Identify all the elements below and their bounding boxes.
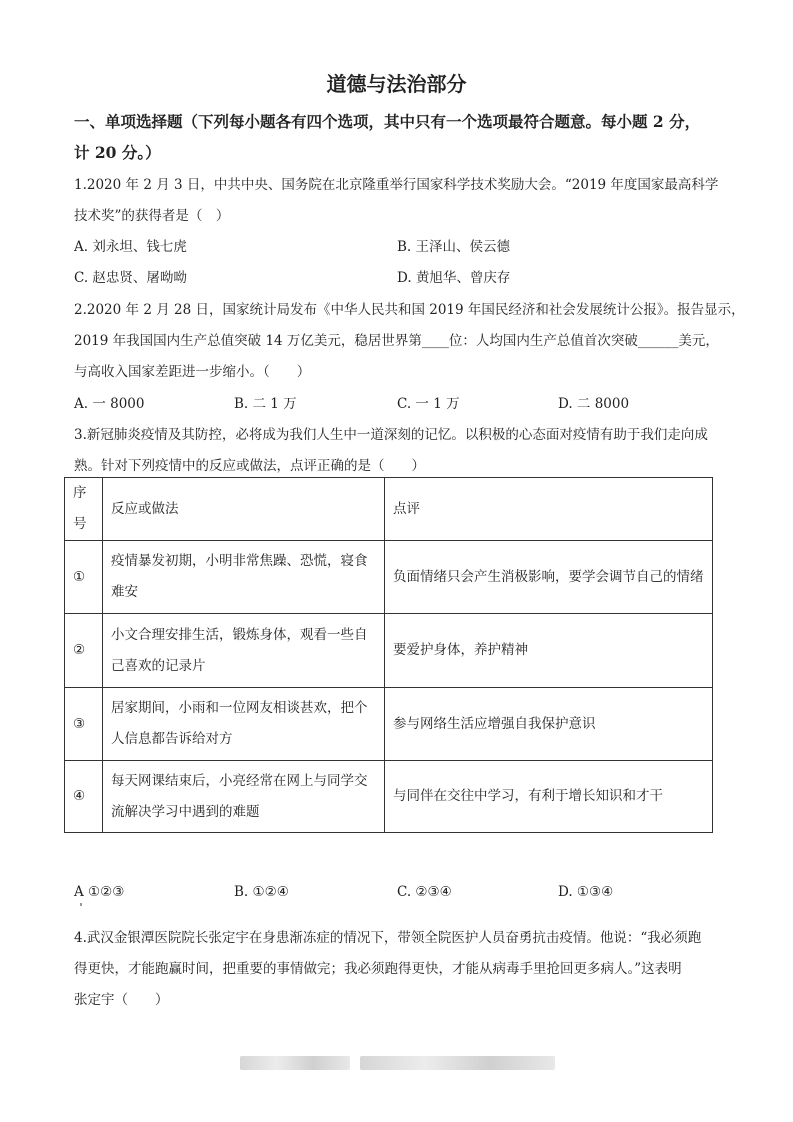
page-title: 道德与法治部分 [326, 72, 467, 96]
table-cell: 每天网课结束后，小亮经常在网上与同学交流解决学习中遇到的难题 [103, 761, 385, 833]
table-cell: 疫情暴发初期，小明非常焦躁、恐慌，寝食难安 [103, 541, 385, 614]
section-heading-line2: 计 20 分。） [74, 143, 161, 162]
table-row [65, 541, 713, 614]
table-cell: 与同伴在交往中学习，有利于增长知识和才干 [385, 761, 713, 833]
section-heading-line1: 一、单项选择题（下列每小题各有四个选项，其中只有一个选项最符合题意。每小题 2 分， [74, 112, 701, 131]
q1-stem-line2: 技术奖”的获得者是（ ） [74, 208, 230, 224]
table-row [65, 688, 713, 761]
q2-stem-line3: 与高收入国家差距进一步缩小。（ ） [74, 364, 311, 380]
q3-option-c: C. ②③④ [397, 884, 452, 900]
q1-option-d: D. 黄旭华、曾庆存 [397, 270, 511, 286]
q1-option-c: C. 赵忠贤、屠呦呦 [74, 270, 187, 286]
q2-option-a: A. 一 8000 [74, 396, 145, 412]
q1-stem-line1: 1.2020 年 2 月 3 日，中共中央、国务院在北京隆重举行国家科学技术奖励大会。“2019 年度国家最高科学 [74, 177, 719, 193]
blurred-watermark [240, 1056, 350, 1070]
table-cell: ③ [65, 688, 103, 761]
table-cell: 要爱护身体，养护精神 [385, 614, 713, 688]
table-cell: 小文合理安排生活，锻炼身体，观看一些自己喜欢的记录片 [103, 614, 385, 688]
table-header-cell: 序号 [65, 478, 103, 541]
table-cell: 参与网络生活应增强自我保护意识 [385, 688, 713, 761]
q3-option-d: D. ①③④ [558, 884, 614, 900]
q3-option-a: A ①②③ [74, 884, 125, 900]
q1-option-b: B. 王泽山、侯云德 [397, 239, 511, 255]
q3-option-b: B. ①②④ [234, 884, 289, 900]
q2-option-b: B. 二 1 万 [234, 396, 297, 412]
table-row [65, 761, 713, 833]
table-header-cell: 点评 [385, 478, 713, 541]
q2-option-c: C. 一 1 万 [397, 396, 460, 412]
table-cell: 居家期间，小雨和一位网友相谈甚欢，把个人信息都告诉给对方 [103, 688, 385, 761]
table-cell: 负面情绪只会产生消极影响，要学会调节自己的情绪 [385, 541, 713, 614]
table-row [65, 614, 713, 688]
q2-stem-line2: 2019 年我国国内生产总值突破 14 万亿美元，稳居世界第____位：人均国内生产总值首次突破______美元， [74, 333, 719, 349]
table-header-cell: 反应或做法 [103, 478, 385, 541]
table-cell: ① [65, 541, 103, 614]
table-cell: ④ [65, 761, 103, 833]
q4-stem-line1: 4.武汉金银潭医院院长张定宇在身患渐冻症的情况下，带领全院医护人员奋勇抗击疫情。他说：“我必须跑 [74, 930, 702, 946]
q3-table [64, 477, 713, 833]
q3-stem-line1: 3.新冠肺炎疫情及其防控，必将成为我们人生中一道深刻的记忆。以积极的心态面对疫情有助于我们走向成 [74, 427, 708, 443]
blurred-watermark [360, 1056, 555, 1070]
q3-stem-line2: 熟。针对下列疫情中的反应或做法，点评正确的是（ ） [74, 458, 425, 474]
q1-option-a: A. 刘永坦、钱七虎 [74, 239, 187, 255]
stray-mark [80, 903, 82, 906]
table-cell: ② [65, 614, 103, 688]
q2-stem-line1: 2.2020 年 2 月 28 日，国家统计局发布《中华人民共和国 2019 年国民经济和社会发展统计公报》。报告显示， [74, 302, 745, 318]
table-header-row [65, 478, 713, 541]
q4-stem-line2: 得更快，才能跑赢时间，把重要的事情做完；我必须跑得更快，才能从病毒手里抢回更多病人。”这表明 [74, 961, 682, 977]
q4-stem-line3: 张定宇（ ） [74, 992, 169, 1008]
q2-option-d: D. 二 8000 [558, 396, 630, 412]
